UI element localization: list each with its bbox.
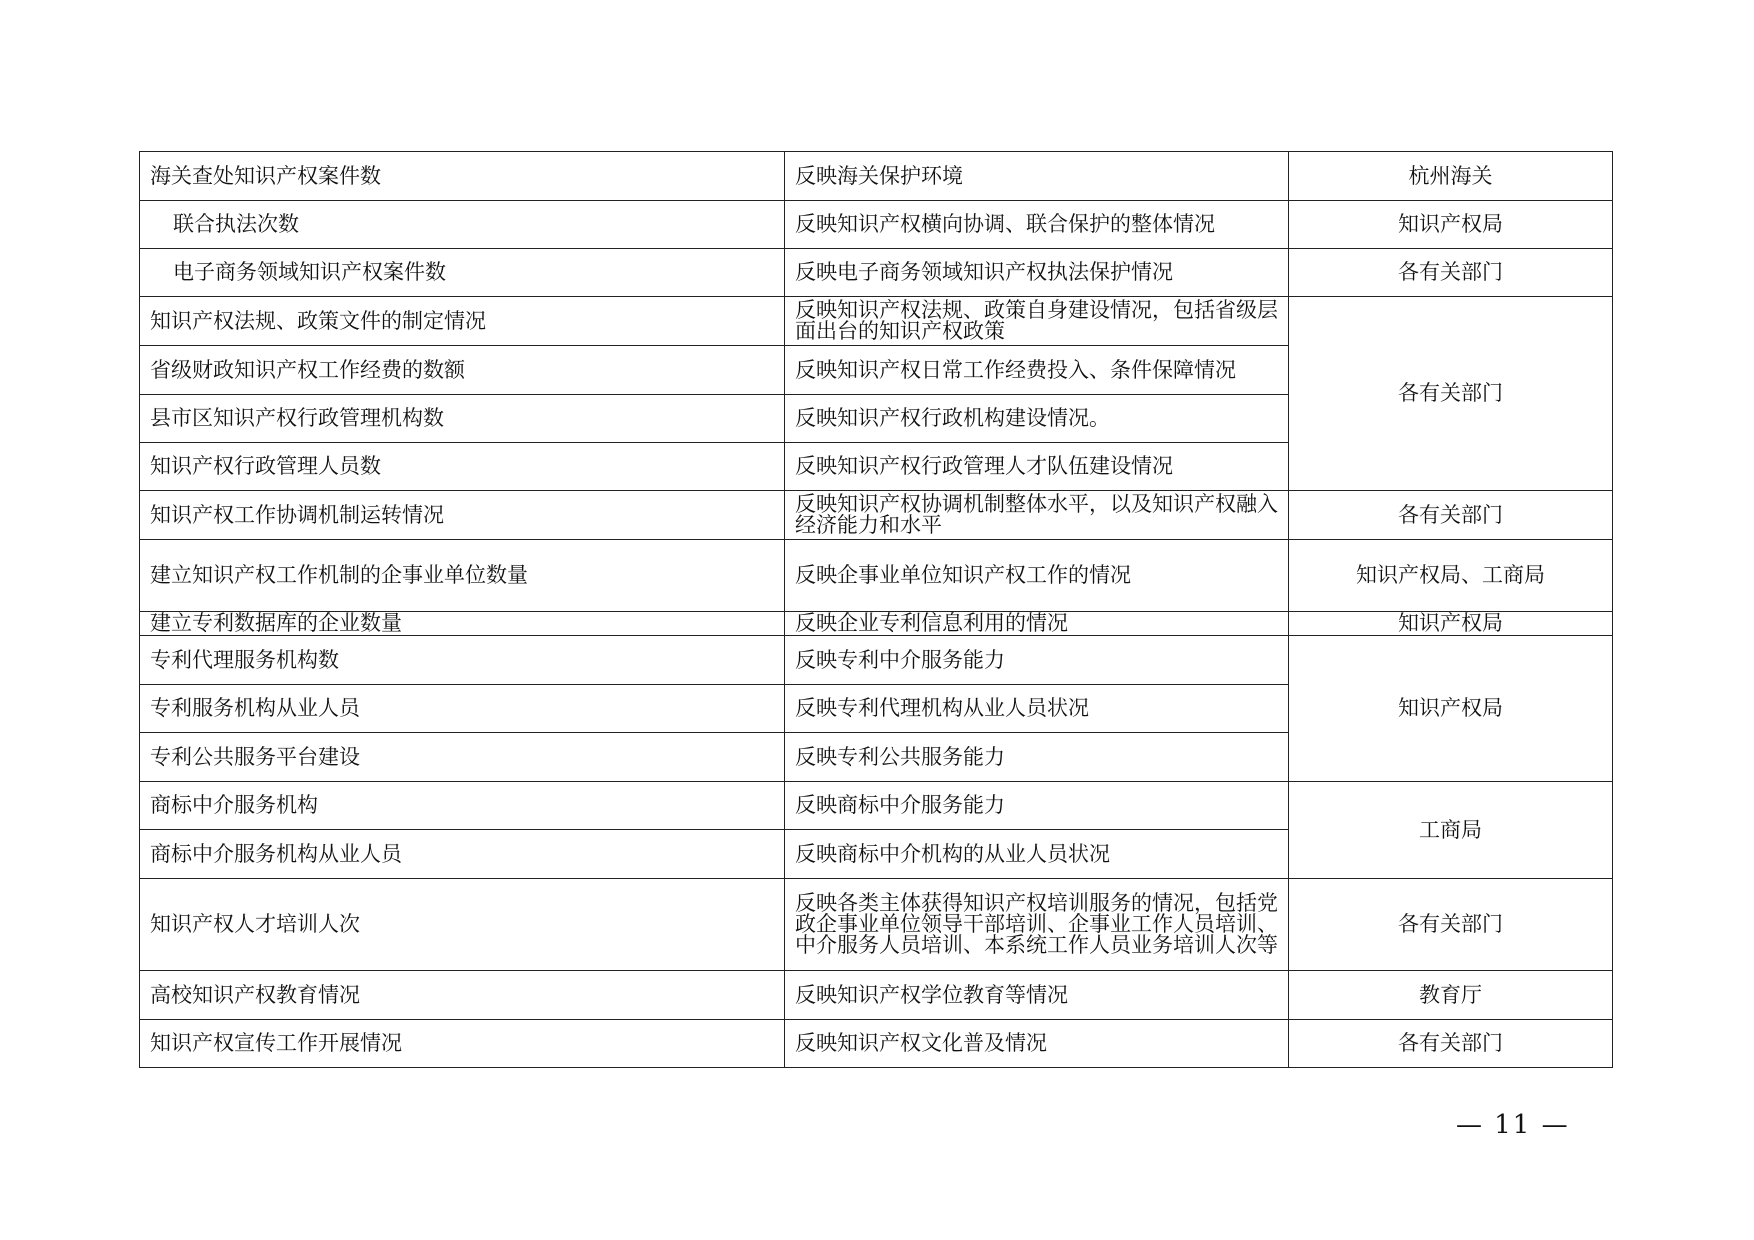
description-cell: 反映各类主体获得知识产权培训服务的情况，包括党政企事业单位领导干部培训、企事业工作人员培训、中介服务人员培训、本系统工作人员业务培训人次等 <box>785 879 1289 971</box>
table-row <box>140 540 1613 612</box>
description-cell: 反映知识产权行政管理人才队伍建设情况 <box>785 443 1289 491</box>
indicator-cell: 专利服务机构从业人员 <box>140 685 785 733</box>
indicator-cell: 知识产权宣传工作开展情况 <box>140 1020 785 1068</box>
indicator-cell: 电子商务领域知识产权案件数 <box>140 249 785 297</box>
indicator-cell: 建立专利数据库的企业数量 <box>140 612 785 636</box>
indicator-cell: 知识产权人才培训人次 <box>140 879 785 971</box>
department-cell: 各有关部门 <box>1289 879 1613 971</box>
description-cell: 反映企事业单位知识产权工作的情况 <box>785 540 1289 612</box>
table-row <box>140 636 1613 685</box>
indicator-cell: 商标中介服务机构 <box>140 782 785 830</box>
description-cell: 反映商标中介机构的从业人员状况 <box>785 830 1289 879</box>
table-row <box>140 201 1613 249</box>
department-cell: 各有关部门 <box>1289 249 1613 297</box>
table-row <box>140 612 1613 636</box>
description-cell: 反映知识产权协调机制整体水平，以及知识产权融入经济能力和水平 <box>785 491 1289 540</box>
indicator-cell: 县市区知识产权行政管理机构数 <box>140 395 785 443</box>
indicator-cell: 知识产权行政管理人员数 <box>140 443 785 491</box>
department-cell: 各有关部门 <box>1289 1020 1613 1068</box>
department-cell: 各有关部门 <box>1289 297 1613 491</box>
description-cell: 反映海关保护环境 <box>785 152 1289 201</box>
department-cell: 杭州海关 <box>1289 152 1613 201</box>
indicator-cell: 建立知识产权工作机制的企事业单位数量 <box>140 540 785 612</box>
indicator-cell: 高校知识产权教育情况 <box>140 971 785 1020</box>
description-cell: 反映知识产权日常工作经费投入、条件保障情况 <box>785 346 1289 395</box>
department-cell: 知识产权局、工商局 <box>1289 540 1613 612</box>
department-cell: 知识产权局 <box>1289 636 1613 782</box>
indicator-cell: 海关查处知识产权案件数 <box>140 152 785 201</box>
table-row <box>140 1020 1613 1068</box>
description-cell: 反映专利代理机构从业人员状况 <box>785 685 1289 733</box>
indicator-cell: 联合执法次数 <box>140 201 785 249</box>
indicator-cell: 省级财政知识产权工作经费的数额 <box>140 346 785 395</box>
department-cell: 知识产权局 <box>1289 612 1613 636</box>
description-cell: 反映企业专利信息利用的情况 <box>785 612 1289 636</box>
table-row <box>140 249 1613 297</box>
department-cell: 知识产权局 <box>1289 201 1613 249</box>
table-row <box>140 971 1613 1020</box>
indicator-table <box>139 151 1613 1068</box>
description-cell: 反映知识产权横向协调、联合保护的整体情况 <box>785 201 1289 249</box>
department-cell: 各有关部门 <box>1289 491 1613 540</box>
table-row <box>140 782 1613 830</box>
description-cell: 反映专利中介服务能力 <box>785 636 1289 685</box>
indicator-cell: 知识产权工作协调机制运转情况 <box>140 491 785 540</box>
department-cell: 教育厅 <box>1289 971 1613 1020</box>
description-cell: 反映知识产权学位教育等情况 <box>785 971 1289 1020</box>
description-cell: 反映专利公共服务能力 <box>785 733 1289 782</box>
table-row <box>140 879 1613 971</box>
description-cell: 反映知识产权行政机构建设情况。 <box>785 395 1289 443</box>
table-row <box>140 152 1613 201</box>
indicator-cell: 商标中介服务机构从业人员 <box>140 830 785 879</box>
table-row <box>140 491 1613 540</box>
description-cell: 反映知识产权法规、政策自身建设情况，包括省级层面出台的知识产权政策 <box>785 297 1289 346</box>
description-cell: 反映商标中介服务能力 <box>785 782 1289 830</box>
indicator-cell: 专利公共服务平台建设 <box>140 733 785 782</box>
description-cell: 反映电子商务领域知识产权执法保护情况 <box>785 249 1289 297</box>
indicator-cell: 专利代理服务机构数 <box>140 636 785 685</box>
department-cell: 工商局 <box>1289 782 1613 879</box>
page-number: — 11 — <box>1456 1110 1570 1140</box>
description-cell: 反映知识产权文化普及情况 <box>785 1020 1289 1068</box>
table-row <box>140 297 1613 346</box>
indicator-cell: 知识产权法规、政策文件的制定情况 <box>140 297 785 346</box>
